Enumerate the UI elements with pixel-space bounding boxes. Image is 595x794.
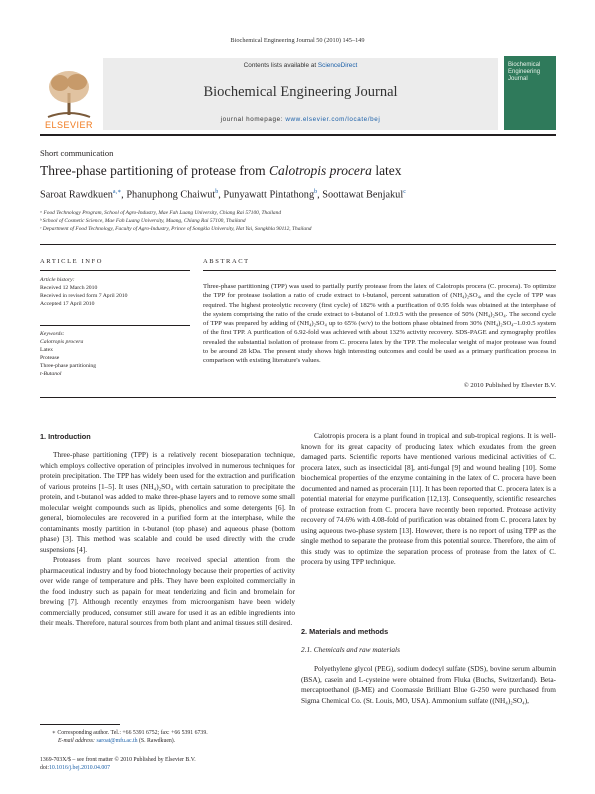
keywords-rule — [40, 325, 190, 326]
issn-line: 1369-703X/$ – see front matter © 2010 Published by Elsevier B.V. — [40, 757, 196, 763]
affiliation: ᵇ School of Cosmetic Science, Mae Fah Luang University, Muang, Chiang Rai 57100, Thailand — [40, 218, 246, 224]
article-info-heading: ARTICLE INFO — [40, 258, 104, 265]
title-text: Three-phase partitioning of protease from — [40, 163, 270, 178]
title-species: Calotropis procera — [269, 163, 372, 178]
author-list — [40, 188, 556, 200]
keywords-label: Keywords: — [40, 331, 65, 337]
doi-line — [40, 764, 295, 772]
author-affiliation-mark[interactable]: b — [314, 189, 318, 195]
keyword: Protease — [40, 355, 60, 361]
sciencedirect-link[interactable]: ScienceDirect — [317, 62, 358, 69]
right-column-intro — [301, 431, 556, 568]
title-tail: latex — [371, 163, 402, 178]
keyword: t-Butanol — [40, 371, 62, 377]
footnote-email-line — [58, 737, 295, 745]
history-item: Received in revised form 7 April 2010 — [40, 293, 128, 299]
intro-column — [40, 450, 295, 629]
footnote-rule — [40, 724, 120, 725]
author-affiliation-mark[interactable]: b — [215, 189, 219, 195]
abstract-heading: ABSTRACT — [203, 258, 250, 265]
article-title — [40, 163, 556, 179]
affiliation: ᶜ Department of Food Technology, Faculty of Agro-Industry, Prince of Songkla University, Hat Yai, Songkhla 90112, Thailand — [40, 226, 312, 232]
author-affiliation-mark[interactable]: a,∗ — [112, 189, 122, 195]
email-label: E-mail address: — [58, 738, 97, 744]
section-heading: 2. Materials and methods — [301, 627, 389, 636]
abstract-rule — [203, 270, 556, 271]
paragraph: Three-phase partitioning (TPP) is a relatively recent bioseparation technique, which employs collective operation of principles involved in numerous techniques for protein precipitation. The TPP has widely been used for the extraction and purification of various proteins [1–5]. It uses (NH₄)₂SO₄ with certain saturation to precipitate the protein, and t-butanol was added to make three-phase layers and to remove some small molecular weight compounds such as lipids, phenolics and some detergents [6]. In general, biomolecules are recovered in a purified form at the interphase, while the contaminants mostly partition in t-butanol (top phase) and aqueous phase (bottom phase) [3]. This method was scalable and could be used directly with the crude suspensions [4]. — [40, 450, 295, 554]
abstract-text: Three-phase partitioning (TPP) was used to partially purify protease from the latex of Calotropis procera (C. procera). To optimize the TPP for protease isolation a ratio of crude extract to t-butanol, percent saturation of (NH₄)₂SO₄, and the cycle of TPP was required. The highest proteolytic recovery (first cycle) of 182% with a purification of 0.95 folds was obtained at the interphase of the system comprising the ratio of the crude extract to t-butanol of 1.0:0.5 with the presence of 50% (NH₄)₂SO₄. The second cycle of TPP was prepared by adding of (NH₄)₂SO₄ up to 65% (w/v) to the bottom phase obtained from 30% (NH₄)₂SO₄–1.0:0.5 system of the first TPP. A purification of 6.92-fold was achieved with about 132% activity recovery. SDS-PAGE and zymography profiles revealed the substantial isolation of protease from C. procera latex by the TPP. The molecular weight of major protease was found to be around 28 kDa. The present study shows high interesting outcomes and could be used as a primary purification process in comparison with existing literature's values. — [203, 283, 556, 365]
affiliation-rule — [40, 244, 556, 245]
history-item: Accepted 17 April 2010 — [40, 301, 95, 307]
author-affiliation-mark[interactable]: c — [403, 189, 406, 195]
running-head: Biochemical Engineering Journal 50 (2010) 145–149 — [230, 37, 365, 44]
right-column-methods — [301, 664, 556, 706]
email-tail: (S. Rawdkuen). — [137, 738, 176, 744]
email-link[interactable]: saroat@mfu.ac.th — [96, 738, 138, 744]
author-name: , Punyawatt Pintathong — [218, 189, 315, 201]
paragraph: Polyethylene glycol (PEG), sodium dodecyl sulfate (SDS), bovine serum albumin (BSA), casein and L-cysteine were obtained from Fluka (Buchs, Switzerland). Beta-mercaptoethanol (β-ME) and Coomassie Brilliant Blue G-250 were purchased from Sigma Chemical Co. (St. Louis, MO, USA). Ammonium sulfate ((NH₄)₂SO₄), — [301, 664, 556, 705]
abstract-bottom-rule — [40, 397, 556, 398]
author-name: , Soottawat Benjakul — [317, 189, 404, 201]
homepage-link[interactable]: www.elsevier.com/locate/bej — [285, 116, 381, 123]
author-name: Saroat Rawdkuen — [40, 189, 113, 201]
keyword: Three-phase partitioning — [40, 363, 97, 369]
copyright: © 2010 Published by Elsevier B.V. — [463, 382, 556, 389]
contents-prefix: Contents lists available at — [243, 62, 318, 69]
homepage-line — [103, 116, 498, 123]
article-info-rule — [40, 270, 190, 271]
journal-title: Biochemical Engineering Journal — [203, 84, 398, 100]
cover-title: Biochemical Engineering Journal — [508, 62, 541, 82]
header-rule — [40, 134, 556, 136]
homepage-prefix: journal homepage: — [220, 116, 286, 123]
keyword: Latex — [40, 347, 53, 353]
contents-line — [103, 62, 498, 69]
keyword: Calotropis procera — [40, 339, 84, 345]
section-type: Short communication — [40, 148, 114, 158]
elsevier-tree-logo — [40, 56, 98, 130]
elsevier-wordmark: ELSEVIER — [44, 120, 94, 130]
paragraph: Proteases from plant sources have received special attention from the pharmaceutical industry and by food biotechnology because their properties of activity over wide range of temperature and pHs. They have been exploited commercially in the food industry such as papain for meat tenderizing and ficin and bromelain for brewing [7]. Although recently enzymes from microorganism have been widely commercially produced, consumer still aware for used it as an edible ingredients into their meals. Therefore, natural sources from both plant and animal tissues still desired. — [40, 555, 295, 627]
history-label: Article history: — [40, 277, 75, 283]
affiliation: ᵃ Food Technology Program, School of Agro-Industry, Mae Fah Luang University, Chiang Rai 57100, Thailand — [40, 210, 282, 216]
doi-prefix: doi: — [40, 765, 50, 771]
history-item: Received 12 March 2010 — [40, 285, 98, 291]
paragraph: Calotropis procera is a plant found in tropical and sub-tropical regions. It is well-known for its great capacity of producing latex which exudates from the green damaged parts. Scientific reports have mentioned various medicinal activities of C. procera latex, such as insecticidal [8], anti-fungal [9] and wound healing [10]. Some biochemical properties of the enzyme containing in the latex of C. procera have been documented and named as procerain [11]. It has been reported that C. procera latex is a potential material for enzyme purification [12,13]. Consequently, scientific researches of protease extraction from C. procera have recently been reported. Protease activity recovery of 74.6% with 4.08-fold of purification was obtained from C. procera latex by using aqueous two-phase system [13]. However, there is no report of using TPP as the single method to separate the protease from this potential source. Therefore, the aim of this study was to optimize the separation process of protease from the latex of C. procera by using TPP technique. — [301, 431, 556, 566]
subsection-heading: 2.1. Chemicals and raw materials — [301, 645, 400, 654]
doi-link[interactable]: 10.1016/j.bej.2010.04.007 — [49, 765, 111, 771]
author-name: , Phanuphong Chaiwut — [121, 189, 216, 201]
section-heading: 1. Introduction — [40, 432, 91, 441]
footnote-corresponding: ∗ Corresponding author. Tel.: +66 5391 6752; fax: +66 5391 6739. — [52, 730, 208, 736]
